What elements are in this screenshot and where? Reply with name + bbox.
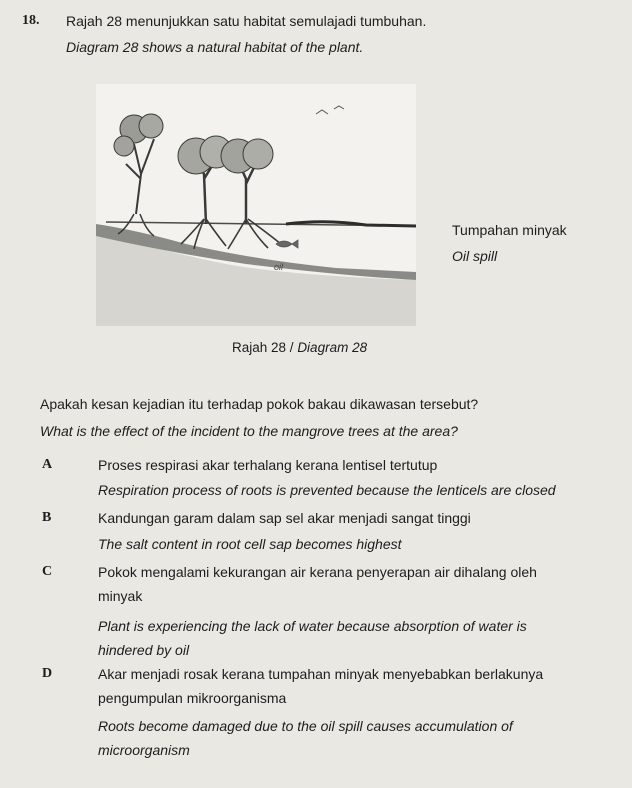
option-letter: C [42,564,53,579]
mangrove-habitat-diagram [96,84,416,326]
option-text-english: Plant is experiencing the lack of water because absorption of water is [98,618,527,634]
caption-malay: Rajah 28 / [232,340,294,355]
option-text-malay: Akar menjadi rosak kerana tumpahan minyak menyebabkan berlakunya [98,666,544,682]
option-letter: D [42,666,53,681]
stem-malay: Apakah kesan kejadian itu terhadap pokok bakau dikawasan tersebut? [40,396,479,412]
option-text-malay: Proses respirasi akar terhalang kerana lentisel tertutup [98,457,438,473]
option-letter: A [42,457,53,472]
option-text-malay: Kandungan garam dalam sap sel akar menjadi sangat tinggi [98,510,471,526]
diagram-caption [232,340,367,355]
diagram-oil-text: oil [274,262,284,272]
question-number: 18. [22,13,40,28]
option-text-malay: minyak [98,588,143,604]
caption-english: Diagram 28 [297,340,368,355]
option-text-malay: Pokok mengalami kekurangan air kerana penyerapan air dihalang oleh [98,564,537,580]
option-text-english: microorganism [98,742,190,758]
oil-spill-label-malay: Tumpahan minyak [452,222,567,238]
option-text-english: Respiration process of roots is prevented because the lenticels are closed [98,482,556,498]
question-text-english: Diagram 28 shows a natural habitat of the plant. [66,39,364,55]
question-text-malay: Rajah 28 menunjukkan satu habitat semulajadi tumbuhan. [66,13,427,29]
option-text-english: hindered by oil [98,642,190,658]
stem-english: What is the effect of the incident to the mangrove trees at the area? [40,423,458,439]
option-letter: B [42,510,52,525]
option-text-english: Roots become damaged due to the oil spill causes accumulation of [98,718,513,734]
option-text-english: The salt content in root cell sap becomes highest [98,536,402,552]
option-text-malay: pengumpulan mikroorganisma [98,690,287,706]
oil-spill-label-english: Oil spill [452,248,498,264]
